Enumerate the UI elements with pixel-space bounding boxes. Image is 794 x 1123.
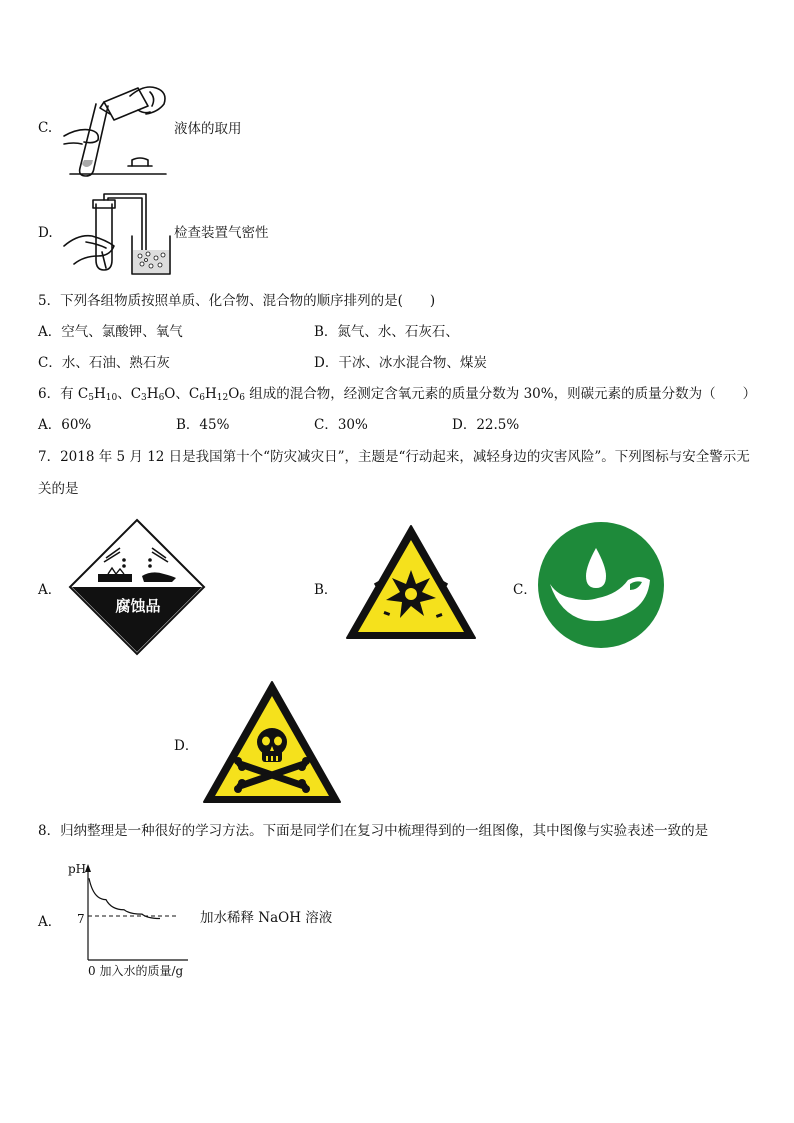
graph-origin: 0 bbox=[88, 964, 96, 978]
liquid-pouring-illustration bbox=[60, 84, 172, 178]
q6-option-c: C．30% bbox=[314, 417, 368, 433]
formula-c6h12o6: $C_6H_{12}O_6$ bbox=[188, 386, 245, 403]
airtightness-check-illustration bbox=[62, 190, 174, 276]
q5-stem: 5．下列各组物质按照单质、化合物、混合物的顺序排列的是( ) bbox=[38, 293, 436, 309]
explosive-warning-sign bbox=[344, 522, 478, 642]
option-c-label: C. bbox=[38, 120, 53, 136]
q6-option-a: A．60% bbox=[38, 417, 92, 433]
q5-option-b: B．氮气、水、石灰石、 bbox=[314, 324, 459, 340]
formula-c3h6o: $C_3H_6O$ bbox=[130, 386, 176, 403]
q7-stem-line1: 7．2018 年 5 月 12 日是我国第十个“防灾减灾日”，主题是“行动起来，减轻身边的灾害风险”。下列图标与安全警示无 bbox=[38, 449, 750, 465]
q8-option-a-text: 加水稀释 NaOH 溶液 bbox=[200, 910, 333, 926]
q7-option-b-label: B． bbox=[314, 582, 338, 598]
q7-option-d-label: D． bbox=[174, 738, 199, 754]
option-c-text: 液体的取用 bbox=[174, 121, 242, 137]
q6-stem: 6．有 $C_5H_{10}$、$C_3H_6O$、$C_6H_{12}O_6$ 组成的混合物，经测定含氧元素的质量分数为 30%，则碳元素的质量分数为（ ） bbox=[38, 386, 757, 403]
graph-tick-7: 7 bbox=[77, 912, 85, 926]
corrosive-sign-text: 腐蚀品 bbox=[115, 597, 161, 615]
q6-option-b: B．45% bbox=[176, 417, 230, 433]
graph-y-label: pH bbox=[68, 862, 87, 876]
corrosive-sign bbox=[68, 518, 206, 656]
graph-x-label: 0 加入水的质量/g bbox=[88, 964, 184, 978]
toxic-warning-sign bbox=[200, 678, 344, 806]
water-saving-logo bbox=[536, 520, 666, 650]
option-d-label: D. bbox=[38, 225, 53, 241]
formula-c5h10: $C_5H_{10}$ bbox=[77, 386, 118, 403]
ph-curve bbox=[89, 878, 160, 918]
q7-option-c-label: C． bbox=[513, 582, 537, 598]
option-d-text: 检查装置气密性 bbox=[174, 225, 269, 241]
q8-option-a-label: A． bbox=[38, 914, 62, 930]
q8-stem: 8．归纳整理是一种很好的学习方法。下面是同学们在复习中梳理得到的一组图像，其中图像与实验表述一致的是 bbox=[38, 823, 709, 839]
q5-option-a: A．空气、氯酸钾、氧气 bbox=[38, 324, 183, 340]
q6-option-d: D．22.5% bbox=[452, 417, 520, 433]
q7-stem-line2: 关的是 bbox=[38, 481, 79, 497]
q5-option-c: C．水、石油、熟石灰 bbox=[38, 355, 170, 371]
q7-option-a-label: A． bbox=[38, 582, 62, 598]
q5-option-d: D．干冰、冰水混合物、煤炭 bbox=[314, 355, 487, 371]
